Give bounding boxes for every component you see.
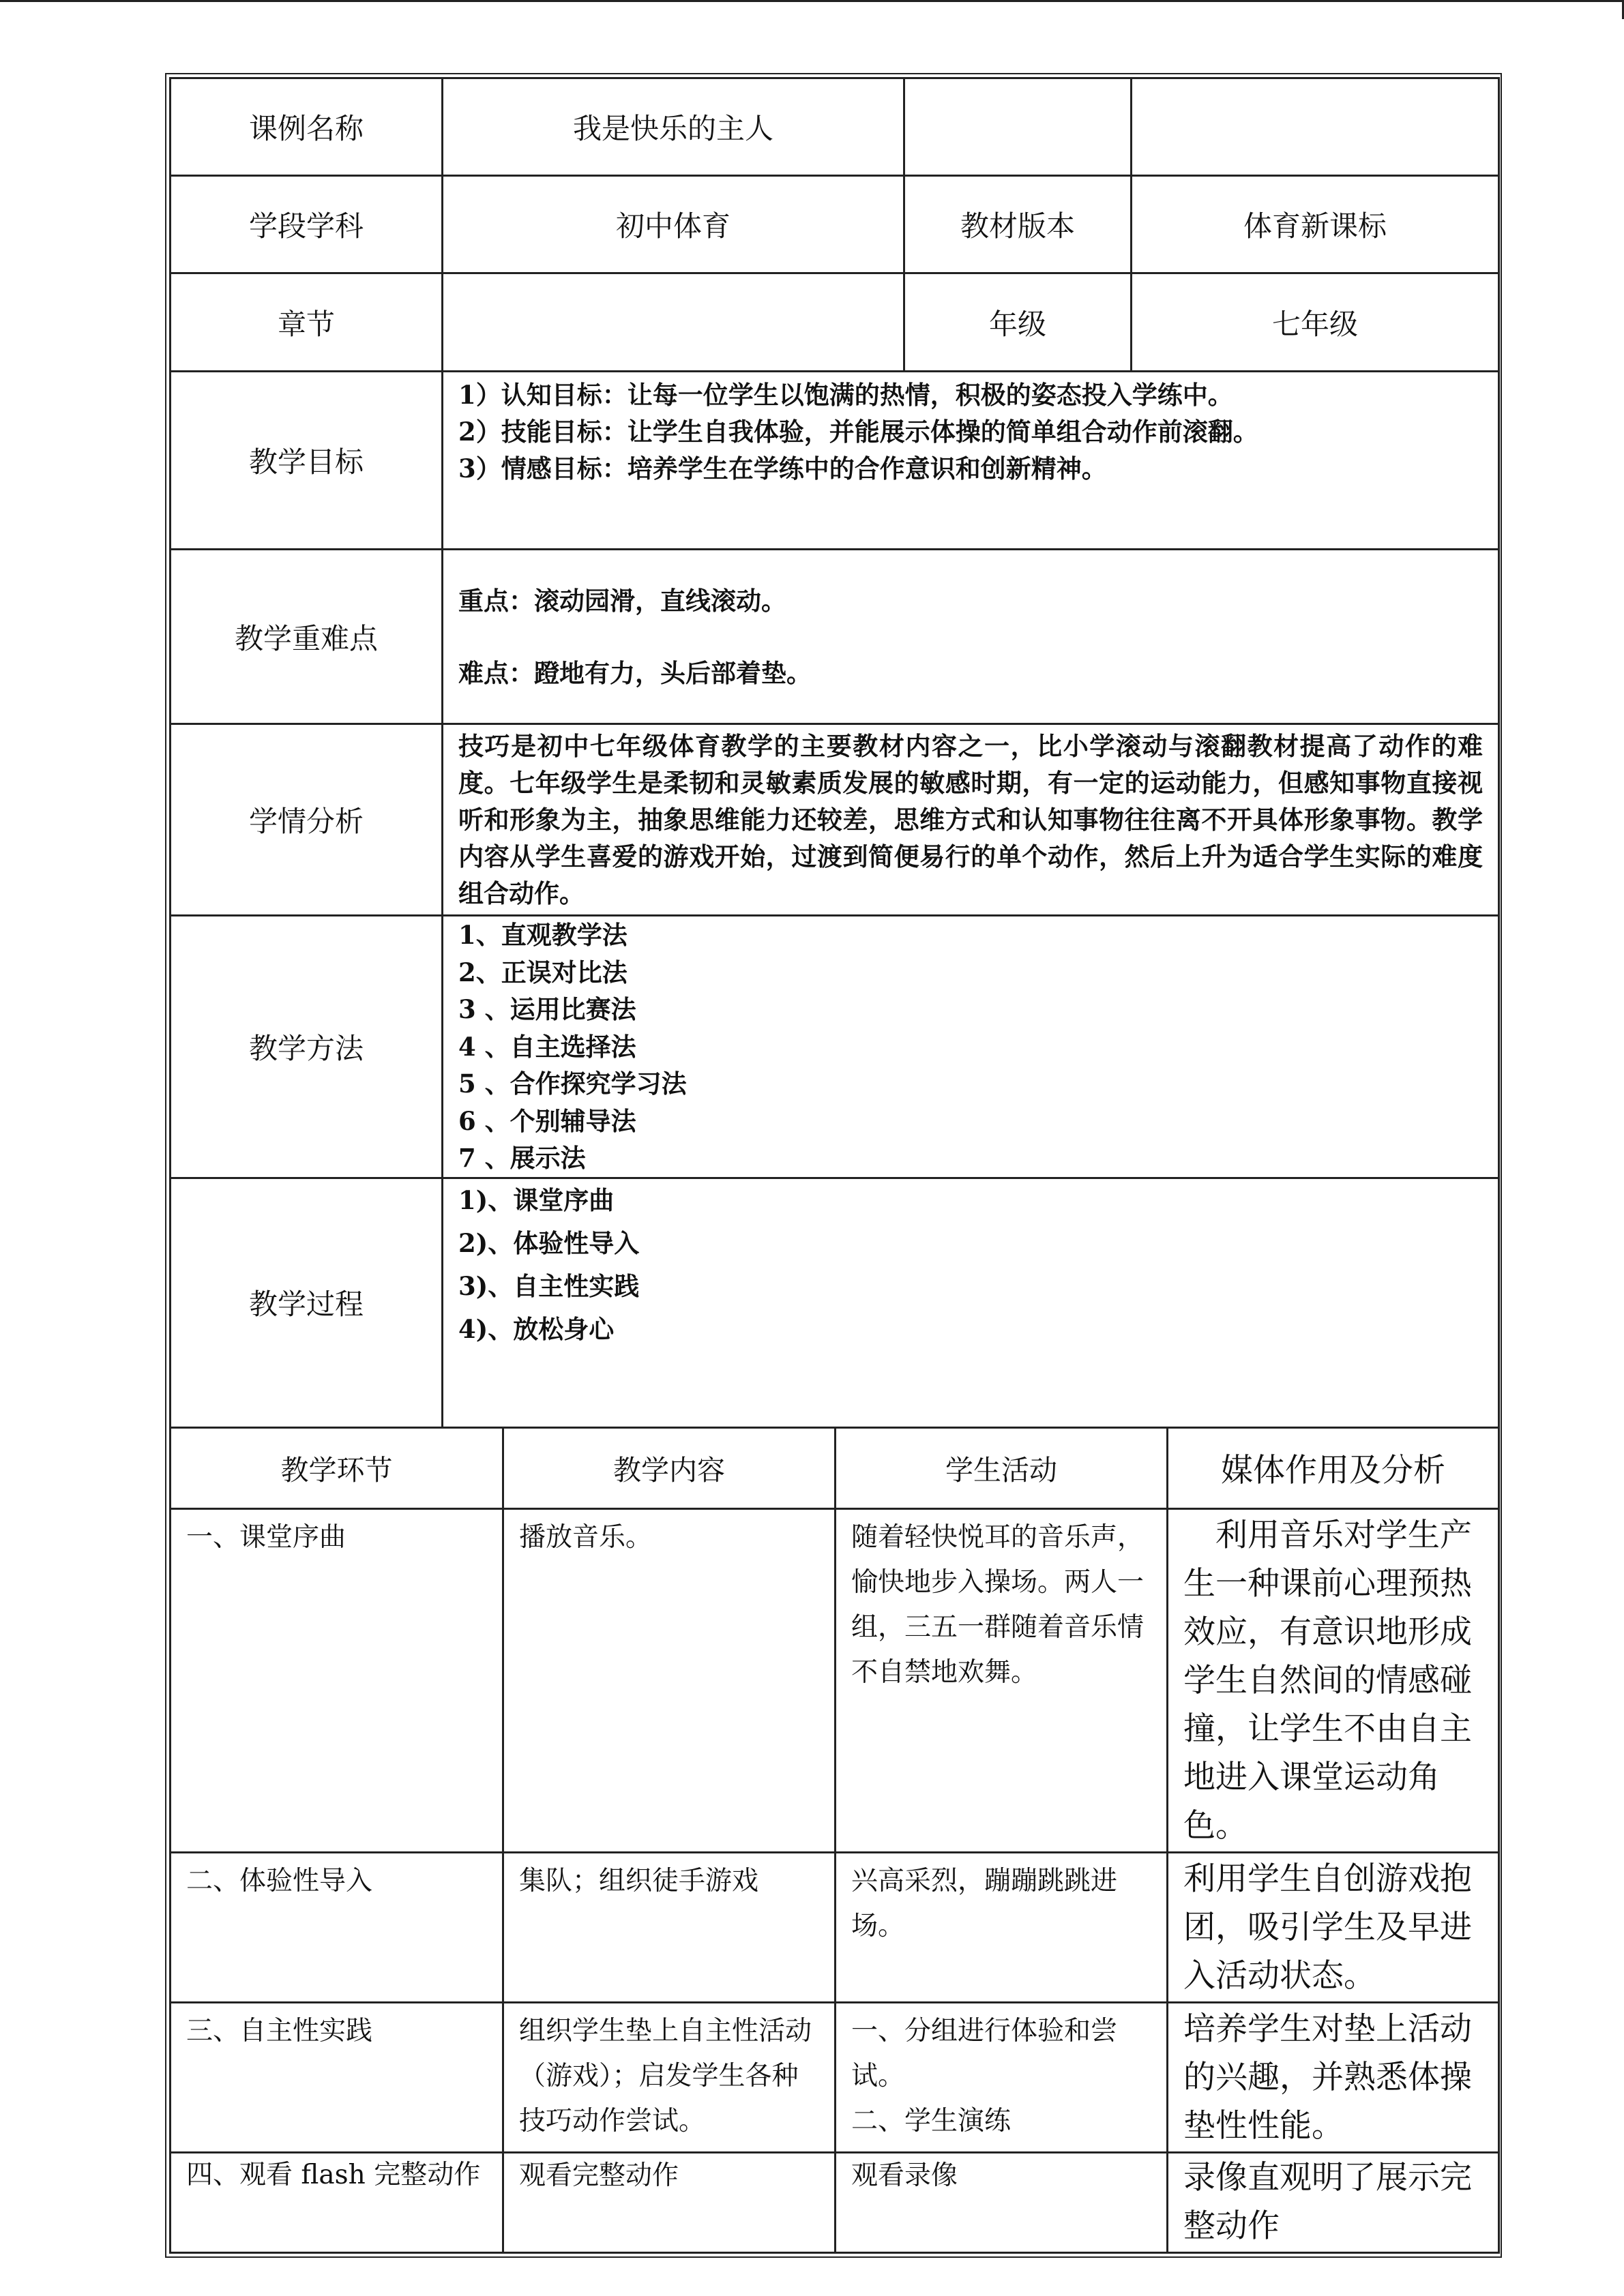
teaching-steps-table — [169, 1427, 1500, 2254]
course-name-value: 我是快乐的主人 — [443, 78, 904, 176]
chapter-label: 章节 — [171, 273, 443, 372]
objectives-row — [171, 372, 1499, 550]
lesson-info-table — [169, 77, 1500, 1429]
header-step: 教学环节 — [171, 1427, 503, 1508]
methods-list — [443, 916, 1499, 1178]
step-name: 四、观看 flash 完整动作 — [171, 2152, 503, 2252]
step-name: 三、自主性实践 — [171, 2002, 503, 2152]
method-item: 6 、个别辅导法 — [458, 1105, 636, 1136]
stage-label: 学段学科 — [171, 176, 443, 273]
method-item: 4 、自主选择法 — [458, 1031, 636, 1062]
step-row — [171, 2152, 1499, 2252]
objective-item: 1）认知目标：让每一位学生以饱满的热情，积极的姿态投入学练中。 — [458, 380, 1233, 410]
edition-label: 教材版本 — [904, 176, 1132, 273]
step-activity: 观看录像 — [836, 2152, 1168, 2252]
step-content: 观看完整动作 — [503, 2152, 836, 2252]
chapter-row — [171, 273, 1499, 372]
stage-value: 初中体育 — [443, 176, 904, 273]
objective-item: 3）情感目标：培养学生在学练中的合作意识和创新精神。 — [458, 453, 1107, 483]
analysis-row — [171, 724, 1499, 916]
empty-cell — [1132, 78, 1499, 176]
course-name-label: 课例名称 — [171, 78, 443, 176]
header-activity: 学生活动 — [836, 1427, 1168, 1508]
key-points-label: 教学重难点 — [171, 550, 443, 724]
analysis-label: 学情分析 — [171, 724, 443, 916]
step-row — [171, 2002, 1499, 2152]
empty-cell — [904, 78, 1132, 176]
methods-row — [171, 916, 1499, 1178]
process-item: 4)、放松身心 — [458, 1313, 615, 1344]
key-points-content — [443, 550, 1499, 724]
method-item: 7 、展示法 — [458, 1143, 586, 1173]
lesson-plan-sheet — [169, 77, 1498, 2254]
method-item: 5 、合作探究学习法 — [458, 1069, 687, 1099]
step-content: 组织学生垫上自主性活动（游戏）；启发学生各种技巧动作尝试。 — [503, 2002, 836, 2152]
header-media: 媒体作用及分析 — [1168, 1427, 1499, 1508]
edition-value: 体育新课标 — [1132, 176, 1499, 273]
steps-header-row — [171, 1427, 1499, 1508]
stage-row — [171, 176, 1499, 273]
method-item: 2、正误对比法 — [458, 957, 628, 987]
step-content: 集队；组织徒手游戏 — [503, 1852, 836, 2002]
process-item: 1)、课堂序曲 — [458, 1184, 615, 1215]
grade-label: 年级 — [904, 273, 1132, 372]
objectives-label: 教学目标 — [171, 372, 443, 550]
key-points-row — [171, 550, 1499, 724]
process-item: 3)、自主性实践 — [458, 1270, 640, 1301]
difficulty-point: 难点：蹬地有力，头后部着垫。 — [458, 657, 812, 688]
process-label: 教学过程 — [171, 1178, 443, 1427]
step-media: 利用学生自创游戏抱团，吸引学生及早进入活动状态。 — [1168, 1852, 1499, 2002]
chapter-value — [443, 273, 904, 372]
step-row — [171, 1508, 1499, 1852]
step-media: 利用音乐对学生产生一种课前心理预热效应，有意识地形成学生自然间的情感碰撞，让学生不由自主地进入课堂运动角色。 — [1168, 1508, 1499, 1852]
step-row — [171, 1852, 1499, 2002]
analysis-text: 技巧是初中七年级体育教学的主要教材内容之一，比小学滚动与滚翻教材提高了动作的难度。七年级学生是柔韧和灵敏素质发展的敏感时期，有一定的运动能力，但感知事物直接视听和形象为主，抽象思维能力还较差，思维方式和认知事物往往离不开具体形象事物。教学内容从学生喜爱的游戏开始，过渡到简便易行的单个动作，然后上升为适合学生实际的难度组合动作。 — [443, 724, 1499, 916]
method-item: 1、直观教学法 — [458, 920, 628, 950]
objective-item: 2）技能目标：让学生自我体验，并能展示体操的简单组合动作前滚翻。 — [458, 417, 1258, 447]
step-activity: 随着轻快悦耳的音乐声，愉快地步入操场。两人一组，三五一群随着音乐情不自禁地欢舞。 — [836, 1508, 1168, 1852]
process-list — [443, 1178, 1499, 1427]
step-name: 二、体验性导入 — [171, 1852, 503, 2002]
grade-value: 七年级 — [1132, 273, 1499, 372]
page-top-rule — [0, 0, 1624, 2]
methods-label: 教学方法 — [171, 916, 443, 1178]
header-content: 教学内容 — [503, 1427, 836, 1508]
spacer — [458, 619, 1483, 655]
objectives-list — [443, 372, 1499, 550]
step-name: 一、课堂序曲 — [171, 1508, 503, 1852]
focus-point: 重点：滚动园滑，直线滚动。 — [458, 585, 786, 616]
step-activity: 一、分组进行体验和尝试。 二、学生演练 — [836, 2002, 1168, 2152]
step-activity: 兴高采烈，蹦蹦跳跳进场。 — [836, 1852, 1168, 2002]
step-media: 录像直观明了展示完整动作 — [1168, 2152, 1499, 2252]
process-item: 2)、体验性导入 — [458, 1227, 640, 1258]
course-name-row — [171, 78, 1499, 176]
step-content: 播放音乐。 — [503, 1508, 836, 1852]
method-item: 3 、运用比赛法 — [458, 994, 636, 1024]
process-row — [171, 1178, 1499, 1427]
step-media: 培养学生对垫上活动的兴趣，并熟悉体操垫性性能。 — [1168, 2002, 1499, 2152]
